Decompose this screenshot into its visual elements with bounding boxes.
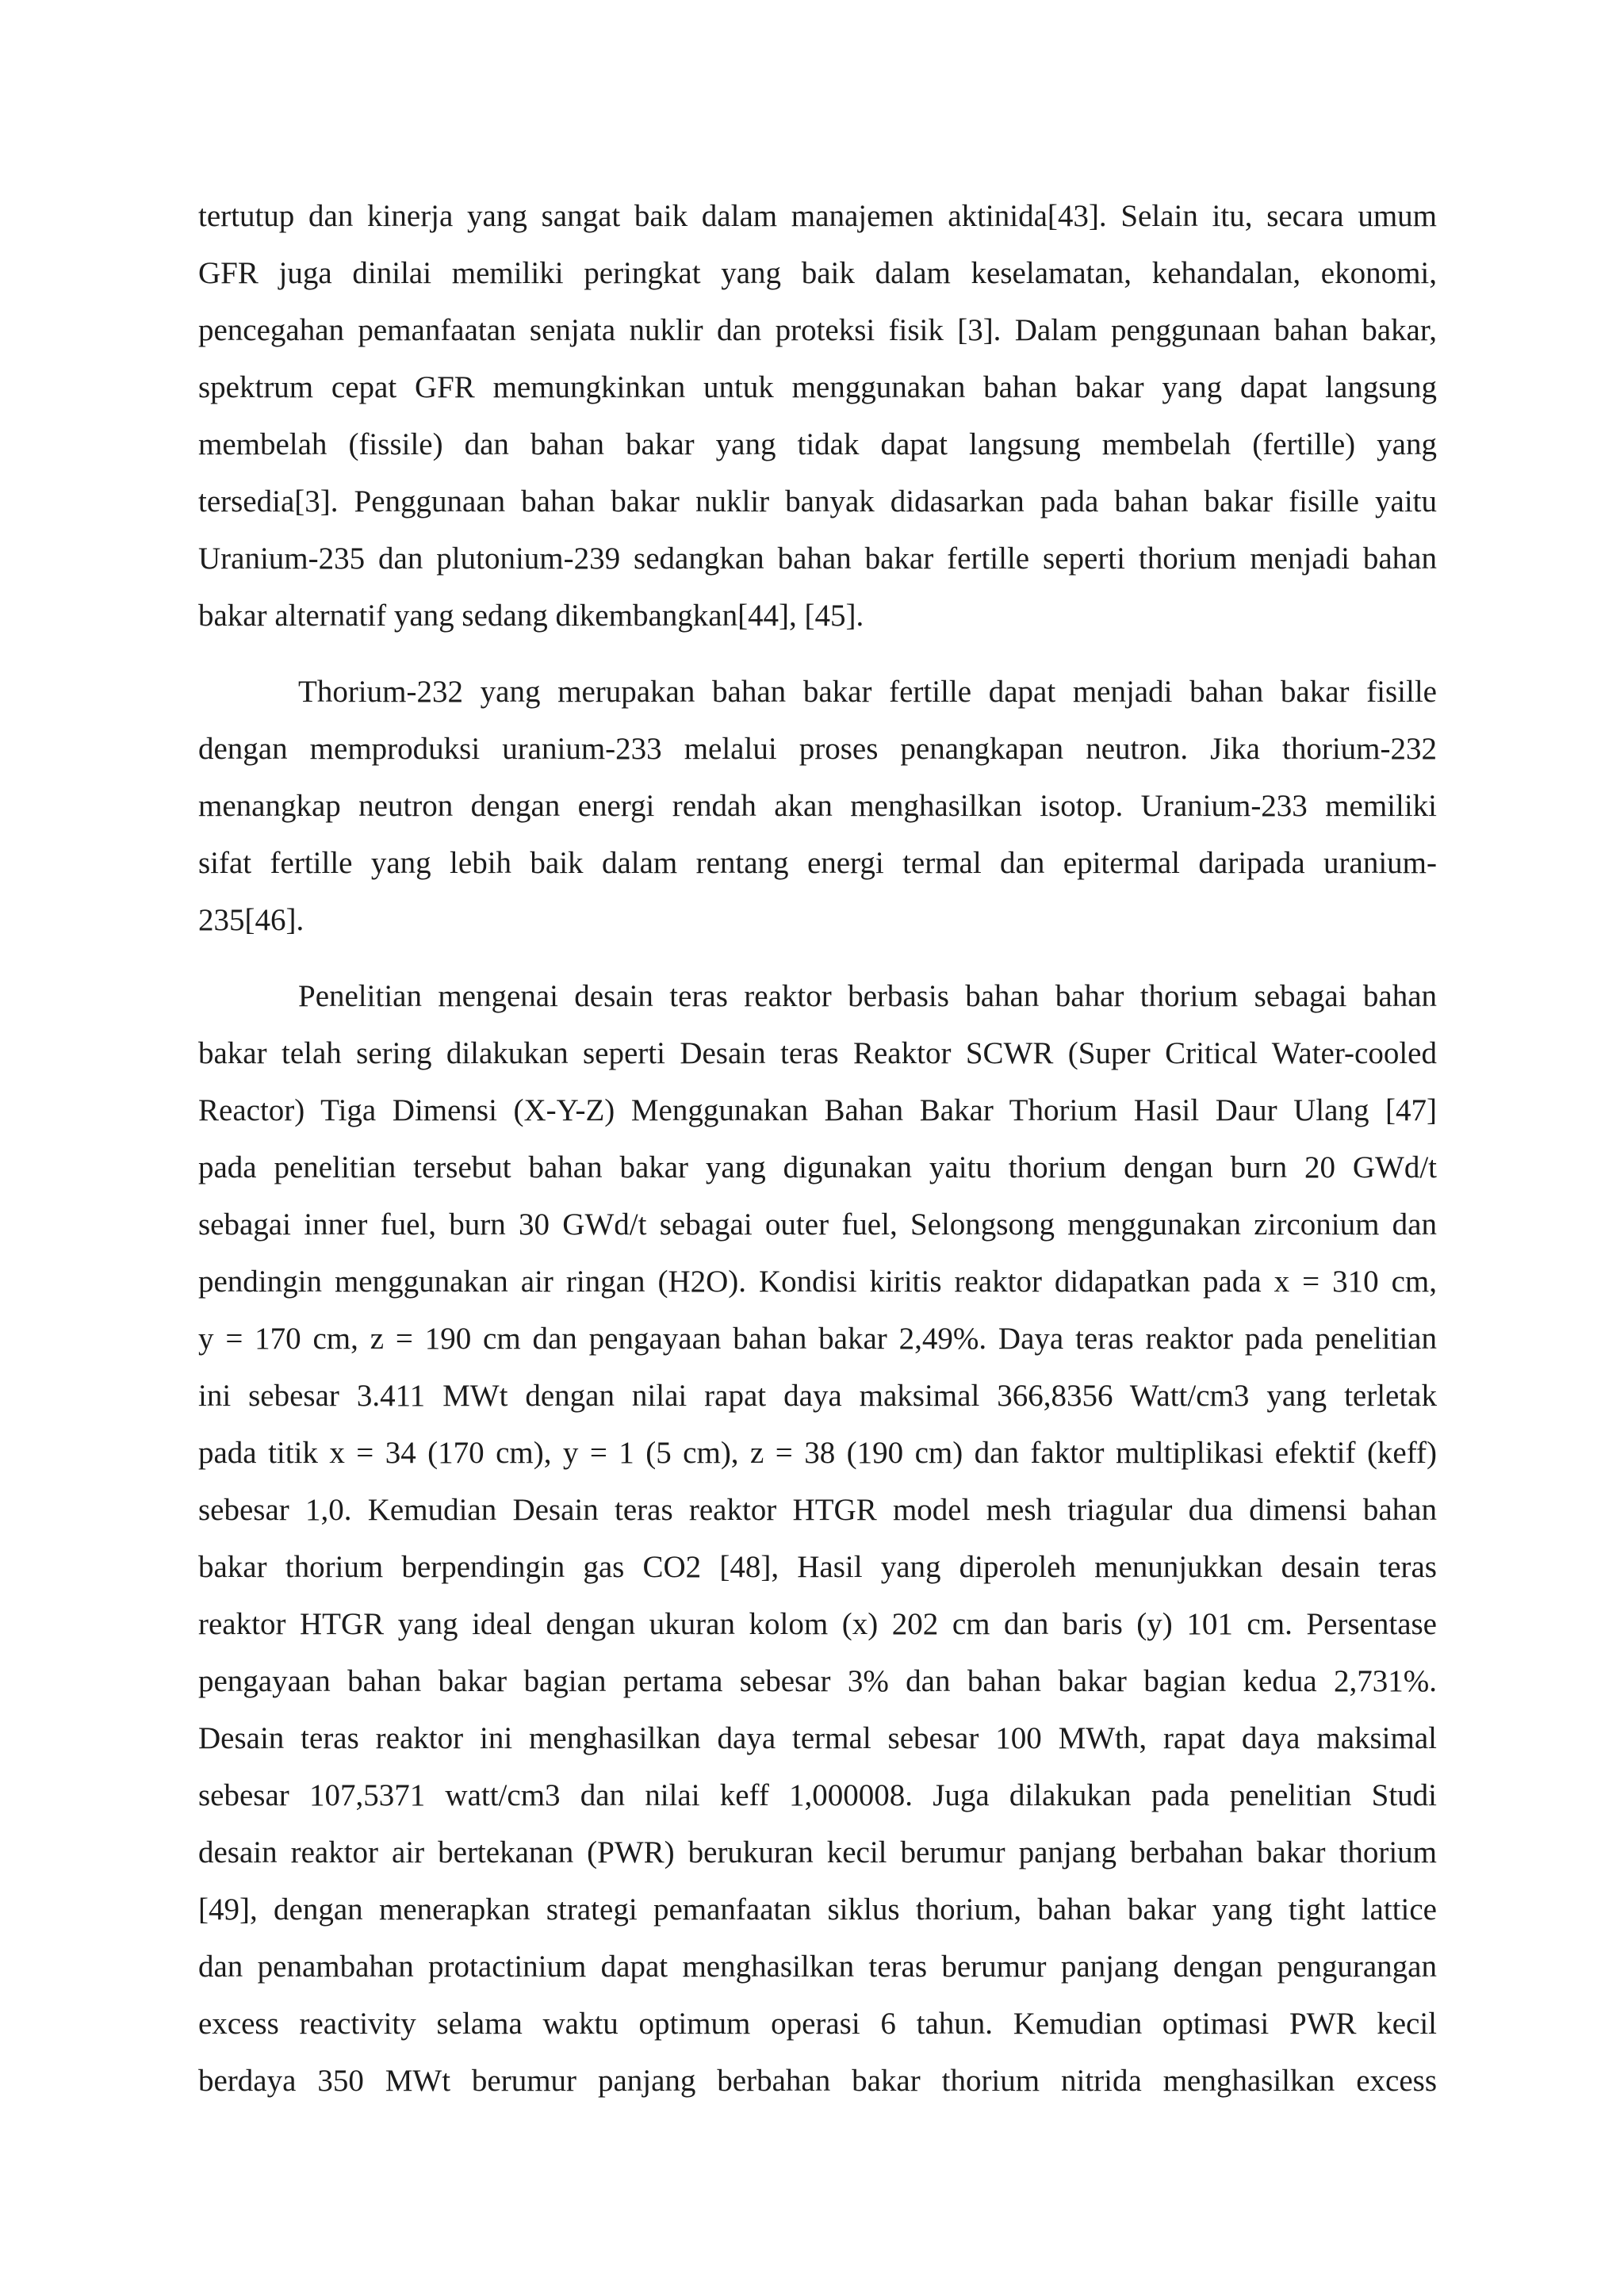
- text-line: pencegahan pemanfaatan senjata nuklir dan proteksi fisik [3]. Dalam penggunaan bahan bakar,: [198, 313, 1437, 347]
- text-line: sifat fertille yang lebih baik dalam rentang energi termal dan epitermal daripada uranium-: [198, 846, 1437, 880]
- text-line: dengan memproduksi uranium-233 melalui proses penangkapan neutron. Jika thorium-232: [198, 732, 1437, 766]
- text-line: bakar alternatif yang sedang dikembangkan[44], [45].: [198, 599, 864, 633]
- text-line: pada penelitian tersebut bahan bakar yang digunakan yaitu thorium dengan burn 20 GWd/t: [198, 1150, 1437, 1184]
- text-line: dan penambahan protactinium dapat menghasilkan teras berumur panjang dengan pengurangan: [198, 1950, 1437, 1984]
- text-line: Desain teras reaktor ini menghasilkan daya termal sebesar 100 MWth, rapat daya maksimal: [198, 1721, 1437, 1755]
- text-line: ini sebesar 3.411 MWt dengan nilai rapat daya maksimal 366,8356 Watt/cm3 yang terletak: [198, 1379, 1437, 1413]
- text-line: excess reactivity selama waktu optimum operasi 6 tahun. Kemudian optimasi PWR kecil: [198, 2007, 1437, 2041]
- paragraph-spacing: [198, 645, 1437, 664]
- text-line: membelah (fissile) dan bahan bakar yang tidak dapat langsung membelah (fertille) yang: [198, 427, 1437, 461]
- text-line: Uranium-235 dan plutonium-239 sedangkan bahan bakar fertille seperti thorium menjadi bahan: [198, 541, 1437, 576]
- text-line: pendingin menggunakan air ringan (H2O). Kondisi kiritis reaktor didapatkan pada x = 310 cm,: [198, 1265, 1437, 1299]
- text-line: sebagai inner fuel, burn 30 GWd/t sebagai outer fuel, Selongsong menggunakan zirconium dan: [198, 1207, 1437, 1242]
- text-line: desain reaktor air bertekanan (PWR) berukuran kecil berumur panjang berbahan bakar thorium: [198, 1835, 1437, 1869]
- text-line: Penelitian mengenai desain teras reaktor berbasis bahan bahar thorium sebagai bahan: [298, 979, 1437, 1013]
- text-line: tertutup dan kinerja yang sangat baik dalam manajemen aktinida[43]. Selain itu, secara umum: [198, 199, 1437, 233]
- text-line: reaktor HTGR yang ideal dengan ukuran kolom (x) 202 cm dan baris (y) 101 cm. Persentase: [198, 1607, 1437, 1641]
- text-line: sebesar 107,5371 watt/cm3 dan nilai keff 1,000008. Juga dilakukan pada penelitian Studi: [198, 1778, 1437, 1812]
- text-line: pengayaan bahan bakar bagian pertama sebesar 3% dan bahan bakar bagian kedua 2,731%.: [198, 1664, 1437, 1698]
- text-line: [49], dengan menerapkan strategi pemanfaatan siklus thorium, bahan bakar yang tight lattice: [198, 1892, 1437, 1927]
- text-line: sebesar 1,0. Kemudian Desain teras reaktor HTGR model mesh triagular dua dimensi bahan: [198, 1493, 1437, 1527]
- text-line: Reactor) Tiga Dimensi (X-Y-Z) Menggunakan Bahan Bakar Thorium Hasil Daur Ulang [47]: [198, 1093, 1437, 1127]
- text-line: Thorium-232 yang merupakan bahan bakar fertille dapat menjadi bahan bakar fisille: [298, 675, 1437, 709]
- text-line: spektrum cepat GFR memungkinkan untuk menggunakan bahan bakar yang dapat langsung: [198, 370, 1437, 404]
- text-line: bakar thorium berpendingin gas CO2 [48], Hasil yang diperoleh menunjukkan desain teras: [198, 1550, 1437, 1584]
- paragraph-spacing: [198, 949, 1437, 968]
- text-line: menangkap neutron dengan energi rendah akan menghasilkan isotop. Uranium-233 memiliki: [198, 789, 1437, 823]
- text-line: GFR juga dinilai memiliki peringkat yang baik dalam keselamatan, kehandalan, ekonomi,: [198, 256, 1437, 290]
- paragraph-gfr-overview: [198, 188, 1437, 645]
- text-line: tersedia[3]. Penggunaan bahan bakar nuklir banyak didasarkan pada bahan bakar fisille yaitu: [198, 484, 1437, 519]
- text-line: 235[46].: [198, 903, 304, 937]
- paragraph-thorium-232: [198, 664, 1437, 949]
- document-body: [198, 188, 1437, 2110]
- paragraph-previous-research: [198, 968, 1437, 2110]
- text-line: bakar telah sering dilakukan seperti Desain teras Reaktor SCWR (Super Critical Water-cooled: [198, 1036, 1437, 1070]
- text-line: berdaya 350 MWt berumur panjang berbahan bakar thorium nitrida menghasilkan excess: [198, 2064, 1437, 2098]
- text-line: pada titik x = 34 (170 cm), y = 1 (5 cm), z = 38 (190 cm) dan faktor multiplikasi efektif (keff): [198, 1436, 1437, 1470]
- text-line: y = 170 cm, z = 190 cm dan pengayaan bahan bakar 2,49%. Daya teras reaktor pada penelitian: [198, 1322, 1437, 1356]
